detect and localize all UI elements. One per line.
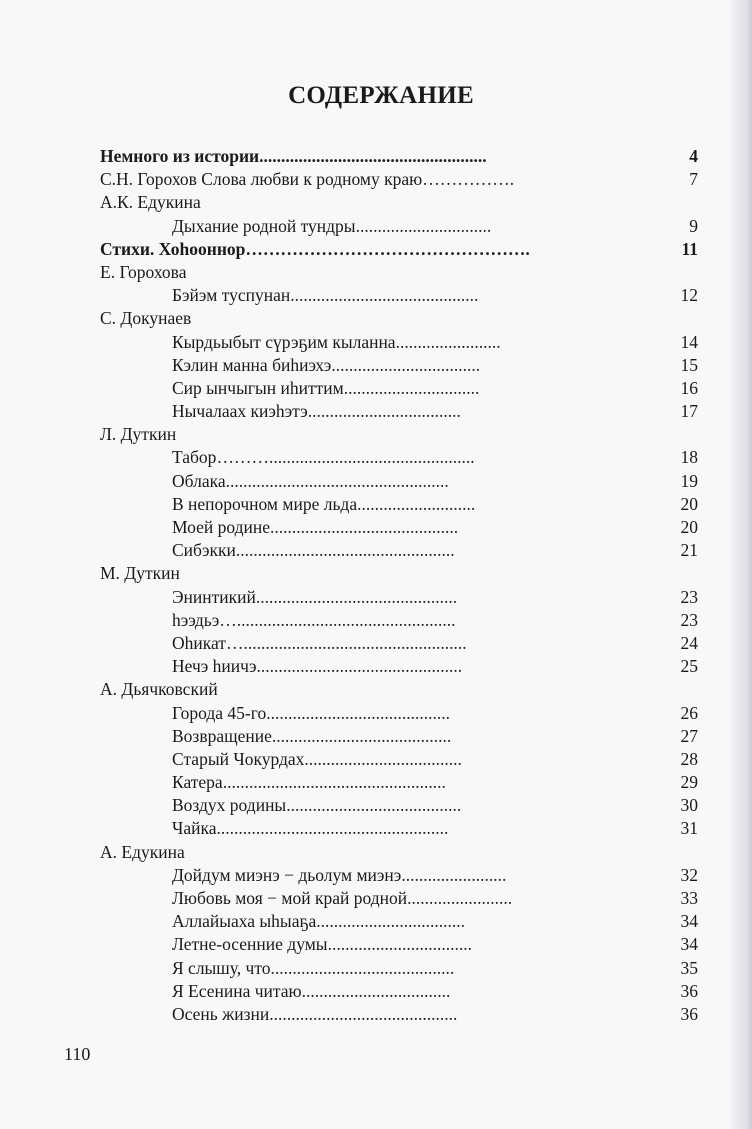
toc-entry [100, 609, 698, 632]
entry-title-with-leader [172, 632, 636, 655]
entry-title-with-leader [172, 794, 636, 817]
toc-entry [100, 864, 698, 887]
entry-page-number: 19 [680, 470, 698, 491]
author-name: М. Дуткин [100, 563, 180, 584]
toc-entry [100, 470, 698, 493]
entry-title: Катера [172, 772, 223, 793]
entry-page-number: 34 [680, 934, 698, 955]
entry-title: Нечэ hиичэ [172, 656, 257, 677]
entry-page-number: 34 [680, 911, 698, 932]
dot-leader: .......................................... [270, 957, 455, 978]
dot-leader: ........................ [395, 331, 501, 352]
entry-title: Нычалаах киэhэтэ [172, 401, 308, 422]
author-name: Л. Дуткин [100, 424, 177, 445]
entry-title: Моей родине [172, 517, 270, 537]
entry-title: Воздух родины [172, 795, 287, 816]
toc-author [100, 423, 698, 446]
entry-title-with-leader [172, 725, 638, 748]
entry-title-with-leader [172, 1003, 634, 1026]
entry-title: Бэйэм туспунан [172, 285, 291, 306]
entry-title-with-leader [100, 238, 630, 261]
author-name: Е. Горохова [100, 261, 187, 282]
entry-page-number: 18 [680, 447, 698, 468]
toc-entry [100, 400, 698, 423]
toc-entry [100, 377, 698, 400]
entry-title: Дойдум миэнэ − дьолум миэнэ [172, 864, 402, 885]
dot-leader: .................................................... [259, 146, 487, 166]
dot-leader: ........................................... [269, 1003, 458, 1024]
dot-leader: .......................................... [266, 702, 450, 723]
toc-author [100, 191, 698, 214]
toc-entry [100, 539, 698, 562]
toc-entry [100, 586, 698, 609]
entry-page-number: 31 [680, 818, 698, 839]
toc-entry [100, 980, 698, 1003]
entry-title-with-leader [172, 354, 636, 377]
entry-title: Возвращение [172, 725, 272, 746]
dot-leader: .................................. [301, 980, 451, 1001]
toc-author [100, 678, 698, 701]
entry-page-number: 17 [680, 401, 698, 422]
entry-page-number: 14 [680, 331, 698, 352]
dot-leader: ................................. [327, 934, 472, 955]
entry-title: Чайка [172, 818, 217, 839]
entry-title-with-leader [172, 446, 636, 469]
toc-entry [100, 238, 698, 261]
entry-title-with-leader [172, 493, 638, 516]
dot-leader: .................................. [331, 354, 481, 375]
entry-page-number: 23 [680, 586, 698, 607]
toc-entry [100, 493, 698, 516]
table-of-contents [100, 145, 698, 1026]
toc-entry [100, 910, 698, 933]
entry-title-with-leader [172, 586, 636, 609]
dot-leader: ......................................... [271, 725, 452, 746]
entry-title-with-leader [172, 980, 634, 1003]
dot-leader: ................................................... [222, 772, 446, 793]
entry-page-number: 32 [680, 864, 698, 885]
entry-title-with-leader [172, 817, 636, 840]
entry-title: Любовь моя − мой край родной [172, 888, 408, 908]
entry-page-number: 28 [680, 748, 698, 769]
entry-title-with-leader [172, 748, 638, 771]
entry-title: Осень жизни [172, 1003, 270, 1024]
entry-page-number: 20 [680, 493, 698, 514]
dot-leader: ……………. [422, 169, 515, 190]
entry-title-with-leader [172, 910, 636, 933]
entry-title: Облака [172, 470, 226, 491]
entry-page-number: 11 [681, 238, 698, 259]
dot-leader: ………............................................... [216, 447, 475, 468]
dot-leader: .................................. [316, 911, 465, 932]
entry-title-with-leader [172, 470, 636, 493]
entry-title: Энинтикий [172, 586, 256, 607]
toc-entry [100, 725, 698, 748]
toc-entry [100, 794, 698, 817]
dot-leader: ................................................... [225, 470, 449, 491]
entry-page-number: 12 [680, 285, 698, 306]
dot-leader: ........................... [357, 493, 476, 514]
entry-title: Оhикат [172, 632, 226, 653]
dot-leader: ........................ [401, 864, 507, 885]
dot-leader: ........................ [407, 888, 513, 908]
entry-title-with-leader [172, 702, 636, 725]
toc-entry [100, 516, 698, 539]
entry-page-number: 35 [680, 957, 698, 978]
entry-title-with-leader [172, 655, 636, 678]
entry-page-number: 33 [680, 888, 698, 908]
dot-leader: ..................................................... [216, 818, 449, 839]
entry-title: Сир ынчыгын иhиттим [172, 377, 344, 398]
entry-title-with-leader [172, 957, 636, 980]
author-name: А.К. Едукина [100, 192, 201, 213]
entry-title-with-leader [172, 516, 638, 539]
entry-title: Кэлин манна биhиэхэ [172, 354, 332, 375]
entry-title: Аллайыаха ыhыаҕа [172, 911, 317, 932]
entry-page-number: 4 [689, 146, 698, 166]
dot-leader: .................................................. [235, 540, 455, 561]
page-edge-shadow [730, 0, 752, 1129]
dot-leader: ….................................................. [219, 609, 456, 630]
dot-leader: ............................................... [256, 656, 463, 677]
entry-title-with-leader [172, 864, 638, 887]
entry-title: Города 45-го [172, 702, 267, 723]
dot-leader: .................................... [304, 748, 462, 769]
toc-entry [100, 354, 698, 377]
entry-page-number: 25 [680, 656, 698, 677]
entry-title-with-leader [172, 887, 638, 910]
entry-title: hээдьэ [172, 609, 220, 630]
entry-title-with-leader [172, 331, 638, 354]
entry-page-number: 30 [680, 795, 698, 816]
toc-entry [100, 331, 698, 354]
toc-entry [100, 817, 698, 840]
entry-title-with-leader [100, 145, 630, 168]
entry-title-with-leader [172, 539, 638, 562]
toc-author [100, 307, 698, 330]
toc-entry [100, 957, 698, 980]
dot-leader: ................................... [307, 401, 461, 422]
entry-title: Я Есенина читаю [172, 980, 302, 1001]
entry-page-number: 20 [680, 517, 698, 537]
dot-leader: ............................... [343, 377, 480, 398]
page-heading: СОДЕРЖАНИЕ [288, 82, 474, 109]
entry-title-with-leader [172, 771, 636, 794]
toc-entry [100, 748, 698, 771]
entry-title: Дыхание родной тундры [172, 215, 356, 236]
toc-entry [100, 632, 698, 655]
entry-title: Немного из истории [100, 146, 260, 166]
toc-author [100, 562, 698, 585]
dot-leader: .............................................. [255, 586, 458, 607]
toc-entry [100, 887, 698, 910]
dot-leader: …………………………………………. [245, 238, 530, 259]
entry-page-number: 21 [680, 540, 698, 561]
entry-page-number: 26 [680, 702, 698, 723]
entry-title: Сибэкки [172, 540, 236, 561]
entry-title-with-leader [172, 400, 636, 423]
toc-author [100, 841, 698, 864]
dot-leader: ............................... [355, 215, 492, 236]
toc-entry [100, 168, 698, 191]
toc-entry [100, 215, 698, 238]
author-name: С. Докунаев [100, 308, 192, 329]
entry-title: Старый Чокурдах [172, 748, 305, 769]
entry-page-number: 9 [689, 215, 698, 236]
entry-page-number: 24 [680, 632, 698, 653]
entry-page-number: 15 [680, 354, 698, 375]
toc-entry [100, 284, 698, 307]
entry-page-number: 16 [680, 377, 698, 398]
toc-entry [100, 771, 698, 794]
dot-leader: …................................................... [225, 632, 467, 653]
dot-leader: ........................................... [290, 285, 479, 306]
entry-title: Я слышу, что [172, 957, 271, 978]
entry-title-with-leader [172, 609, 634, 632]
entry-page-number: 7 [689, 169, 698, 190]
entry-title-with-leader [172, 933, 628, 956]
page-number: 110 [64, 1044, 91, 1064]
entry-title-with-leader [172, 284, 636, 307]
entry-title-with-leader [172, 215, 636, 238]
entry-title: Табор [172, 447, 217, 468]
toc-entry [100, 145, 698, 168]
toc-entry [100, 702, 698, 725]
toc-entry [100, 933, 698, 956]
entry-title: Летне-осенние думы [172, 934, 328, 955]
author-name: А. Дьячковский [100, 679, 218, 700]
toc-entry [100, 446, 698, 469]
author-name: А. Едукина [100, 841, 185, 862]
toc-author [100, 261, 698, 284]
toc-entry [100, 1003, 698, 1026]
entry-page-number: 23 [680, 609, 698, 630]
entry-page-number: 29 [680, 772, 698, 793]
dot-leader: ........................................... [270, 517, 459, 537]
dot-leader: ........................................ [286, 795, 462, 816]
entry-title: С.Н. Горохов Слова любви к родному краю [100, 169, 423, 190]
entry-title-with-leader [100, 168, 648, 191]
entry-title: Стихи. Хоhооннор [100, 238, 246, 259]
entry-page-number: 27 [680, 725, 698, 746]
toc-entry [100, 655, 698, 678]
entry-page-number: 36 [680, 980, 698, 1001]
entry-title: Кырдьыбыт сүрэҕим кыланна [172, 331, 396, 352]
entry-page-number: 36 [680, 1003, 698, 1024]
entry-title: В непорочном мире льда [172, 493, 358, 514]
entry-title-with-leader [172, 377, 638, 400]
